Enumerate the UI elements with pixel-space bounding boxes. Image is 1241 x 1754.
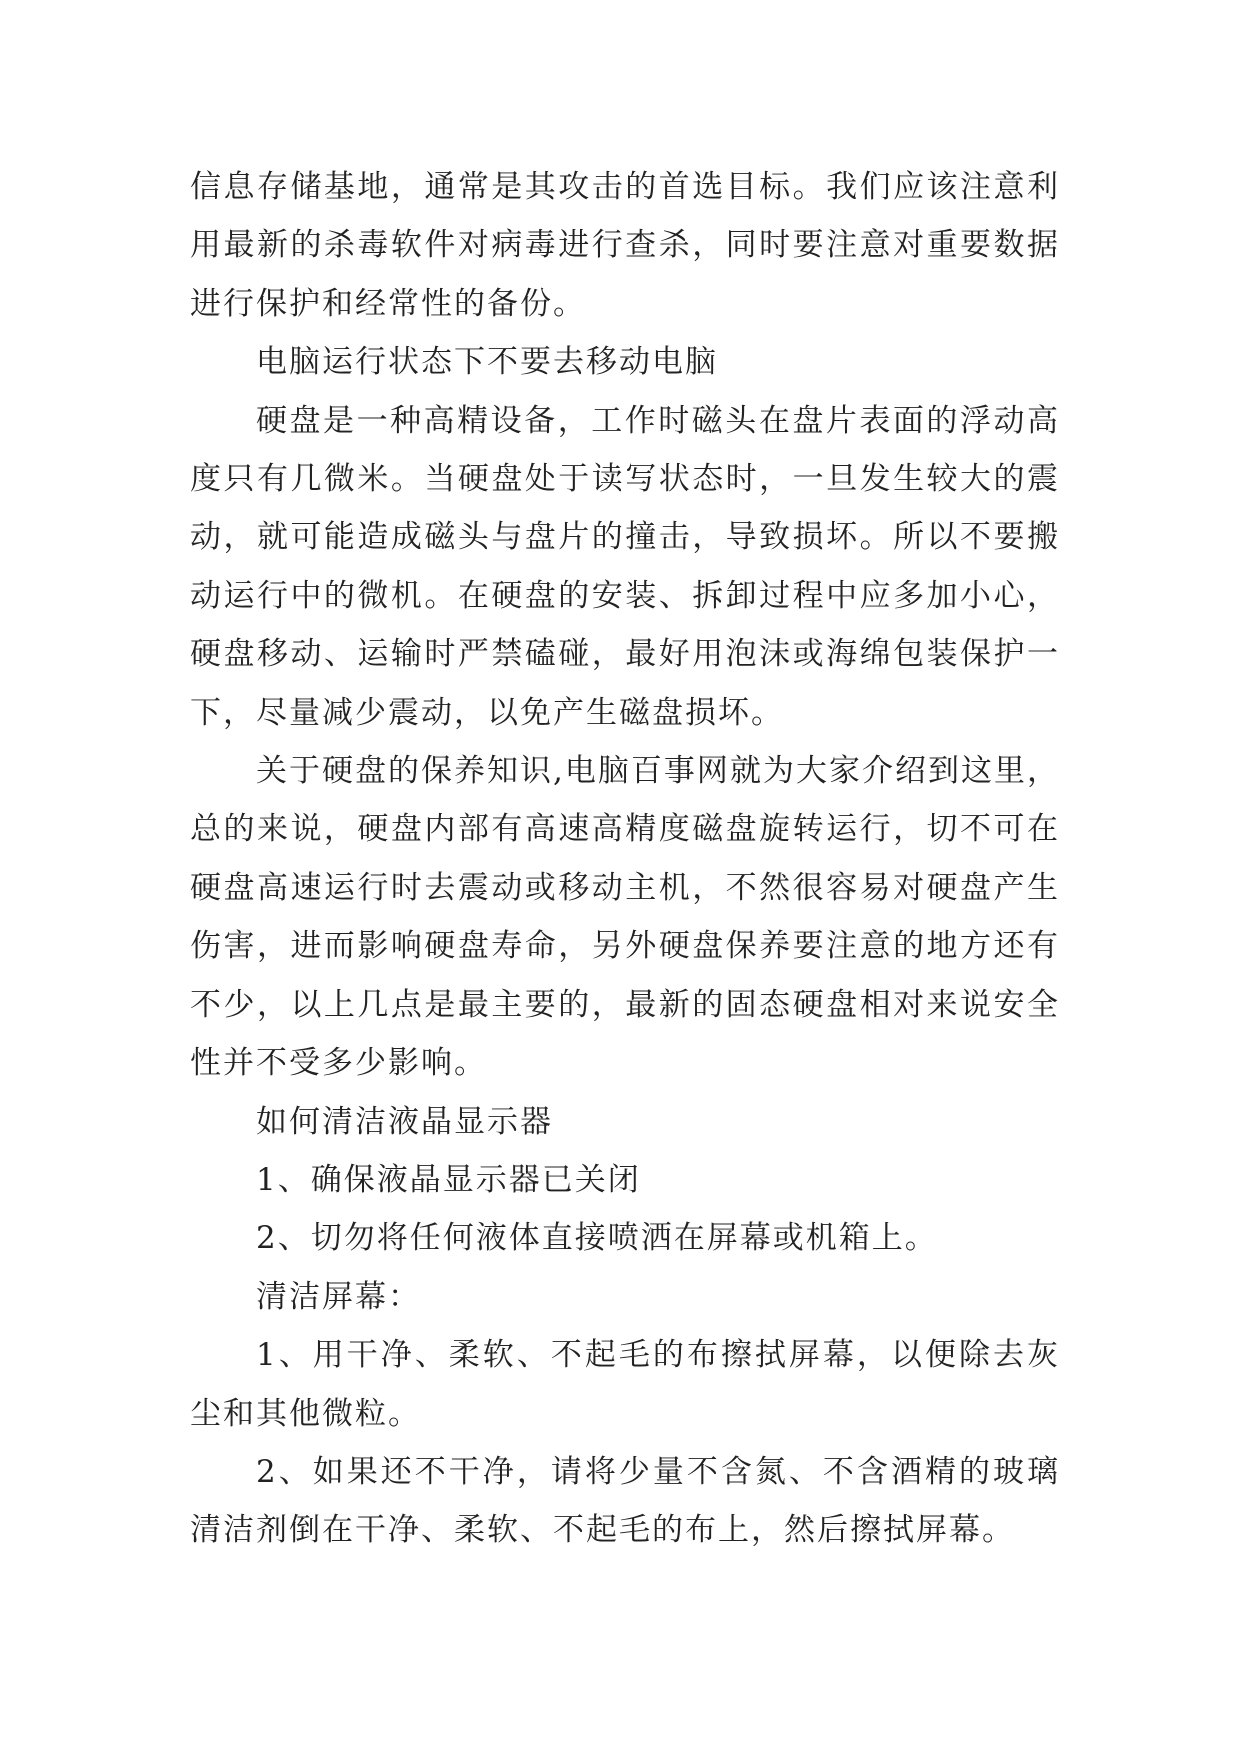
- document-body: [190, 158, 1060, 1560]
- list-item-wipe-screen: 1、用干净、柔软、不起毛的布擦拭屏幕，以便除去灰尘和其他微粒。: [190, 1337, 1060, 1432]
- list-item-glass-cleaner: 2、如果还不干净，请将少量不含氮、不含酒精的玻璃清洁剂倒在干净、柔软、不起毛的布上，然后擦拭屏幕。: [190, 1453, 1060, 1549]
- paragraph-virus-backup: 信息存储基地，通常是其攻击的首选目标。我们应该注意利用最新的杀毒软件对病毒进行查杀，同时要注意对重要数据进行保护和经常性的备份。: [190, 169, 1060, 322]
- paragraph-hard-disk-precision: 硬盘是一种高精设备，工作时磁头在盘片表面的浮动高度只有几微米。当硬盘处于读写状态时，一旦发生较大的震动，就可能造成磁头与盘片的撞击，导致损坏。所以不要搬动运行中的微机。在硬盘的安装、拆卸过程中应多加小心，硬盘移动、运输时严禁磕碰，最好用泡沫或海绵包装保护一下，尽量减少震动，以免产生磁盘损坏。: [190, 402, 1060, 731]
- heading-clean-screen: 清洁屏幕：: [256, 1278, 421, 1315]
- list-item-no-liquid: 2、切勿将任何液体直接喷洒在屏幕或机箱上。: [256, 1220, 938, 1257]
- heading-do-not-move-running-pc: 电脑运行状态下不要去移动电脑: [256, 344, 718, 381]
- list-item-lcd-off: 1、确保液晶显示器已关闭: [256, 1161, 641, 1198]
- heading-clean-lcd: 如何清洁液晶显示器: [256, 1103, 553, 1140]
- paragraph-hard-disk-summary: 关于硬盘的保养知识,电脑百事网就为大家介绍到这里，总的来说，硬盘内部有高速高精度磁盘旋转运行，切不可在硬盘高速运行时去震动或移动主机，不然很容易对硬盘产生伤害，进而影响硬盘寿命，另外硬盘保养要注意的地方还有不少，以上几点是最主要的，最新的固态硬盘相对来说安全性并不受多少影响。: [190, 753, 1060, 1082]
